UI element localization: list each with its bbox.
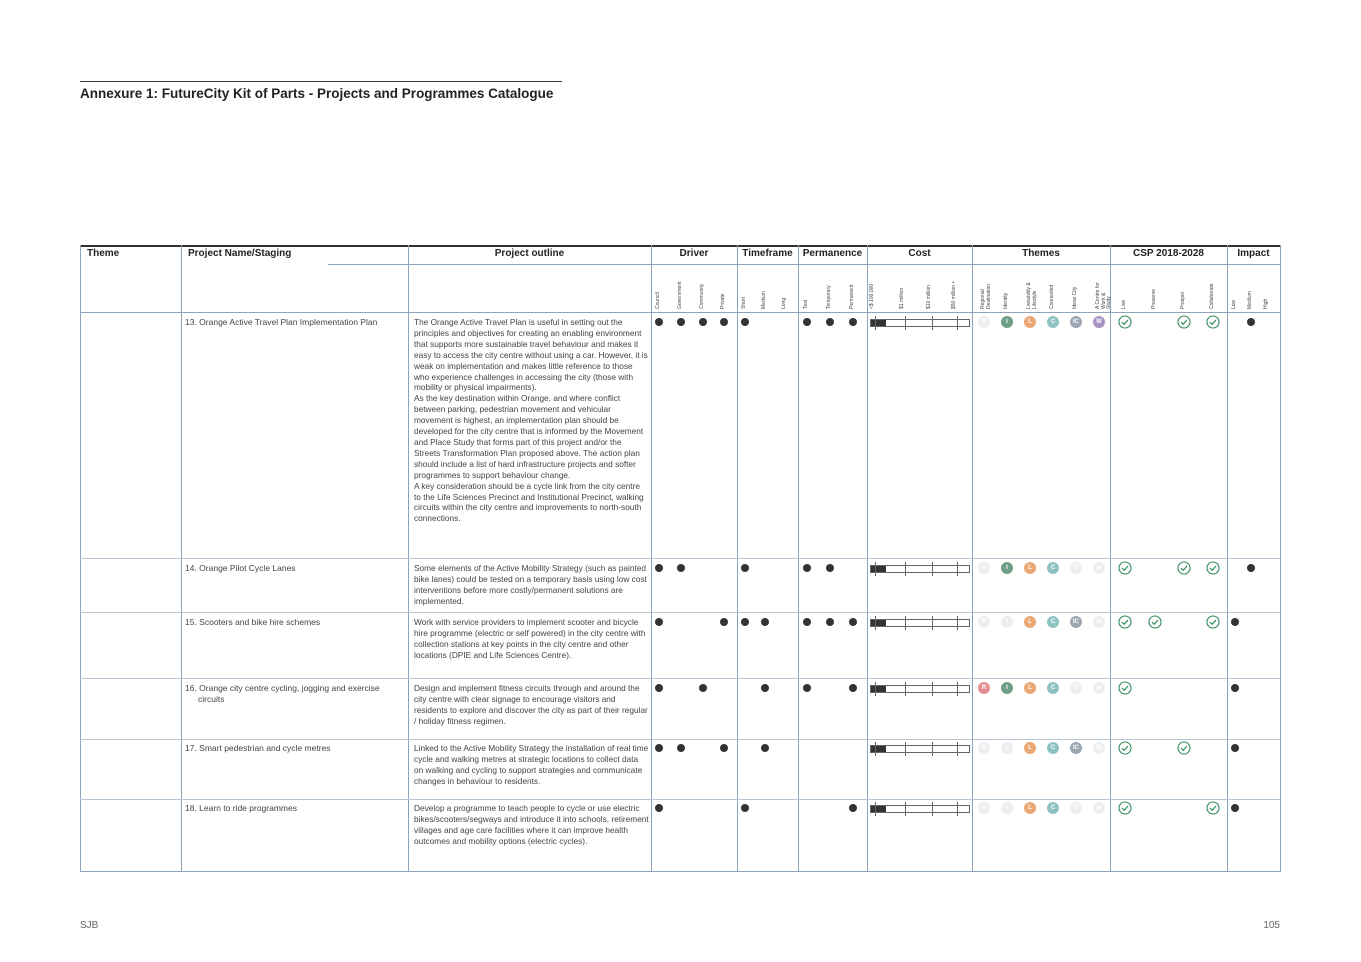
check-circle-icon [1118,741,1132,755]
theme-badge-w: W [1093,682,1105,694]
permanence-dot [849,684,857,692]
project-name [185,563,400,574]
permanence-dot [826,564,834,572]
project-name [185,617,400,628]
cost-tick [932,742,933,756]
theme-badge-w: W [1093,742,1105,754]
theme-badge-i: I [1001,802,1013,814]
cost-tick [932,562,933,576]
driver-dot [655,804,663,812]
check-circle-icon [1177,741,1191,755]
project-name-text: 16. Orange city centre cycling, jogging and exercise [185,683,380,693]
check-circle-icon [1148,615,1162,629]
permanence-dot [826,318,834,326]
project-outline: Linked to the Active Mobility Strategy the installation of real time cycle and walking metres at strategic locations to collect data on walking and cycling to support strategies and communicate changes in behaviour to residents. [414,743,649,786]
timeframe-dot [741,618,749,626]
sub-label-cost: <$ 100,000 [869,283,875,309]
driver-dot [720,744,728,752]
project-name-text: 13. Orange Active Travel Plan Implementation Plan [185,317,378,327]
check-circle-icon [1206,615,1220,629]
sub-label-timeframe: Short [741,297,747,309]
sub-label-cost: $1 million [899,287,905,309]
timeframe-dot [761,684,769,692]
catalogue-table [80,245,1280,872]
impact-dot [1231,804,1239,812]
theme-badge-l: L [1024,802,1036,814]
sub-label-impact: High [1263,298,1269,309]
check-circle-icon [1118,315,1132,329]
cost-bar [870,565,970,573]
driver-dot [655,618,663,626]
cost-tick [957,802,958,816]
check-circle-icon [1206,801,1220,815]
sub-label-themes: Connected [1049,284,1055,309]
check-circle-icon [1118,681,1132,695]
cost-bar-fill [871,806,886,812]
header-timeframe: Timeframe [742,248,793,259]
cost-tick [957,562,958,576]
impact-dot [1247,564,1255,572]
sub-label-themes: Regional Destination [980,283,992,309]
theme-badge-i: I [1001,742,1013,754]
cost-bar-fill [871,746,886,752]
check-circle-icon [1118,561,1132,575]
header-permanence: Permanence [802,248,863,259]
sub-label-themes: Liveability & Lifestyle [1026,282,1038,309]
theme-badge-l: L [1024,316,1036,328]
project-outline: Work with service providers to implement scooter and bicycle hire programme (electric or self powered) in the city centre with collection stations at key points in the city centre and other locations (DPIE and Life Sciences Centre). [414,617,646,660]
check-circle-icon [1206,315,1220,329]
header-theme: Theme [87,248,120,259]
impact-dot [1231,684,1239,692]
sub-label-timeframe: Long [781,297,787,309]
cost-bar-fill [871,566,886,572]
page-title: Annexure 1: FutureCity Kit of Parts - Projects and Programmes Catalogue [80,86,554,101]
theme-badge-r: R [978,616,990,628]
theme-badge-ic: IC [1070,562,1082,574]
theme-badge-i: I [1001,562,1013,574]
page-number: 105 [1263,920,1280,931]
permanence-dot [849,618,857,626]
sub-label-cost: $10 million [926,285,932,309]
sub-label-csp: Prosper [1180,291,1186,309]
theme-badge-w: W [1093,802,1105,814]
theme-badge-c: C [1047,802,1059,814]
cost-tick [932,616,933,630]
theme-badge-ic: IC [1070,616,1082,628]
sub-label-permanence: Test [803,299,809,309]
driver-dot [655,744,663,752]
theme-badge-c: C [1047,682,1059,694]
project-name [185,683,400,705]
cost-tick [875,742,876,756]
permanence-dot [803,684,811,692]
cost-tick [905,682,906,696]
check-circle-icon [1118,615,1132,629]
cost-tick [957,742,958,756]
cost-bar-fill [871,686,886,692]
cost-tick [957,616,958,630]
cost-bar [870,619,970,627]
theme-badge-r: R [978,802,990,814]
cost-tick [905,742,906,756]
theme-badge-l: L [1024,562,1036,574]
driver-dot [720,318,728,326]
sub-label-csp: Preserve [1151,288,1157,309]
sub-label-themes: Ideas City [1072,286,1078,309]
driver-dot [699,684,707,692]
timeframe-dot [741,804,749,812]
permanence-dot [826,618,834,626]
driver-dot [699,318,707,326]
sub-label-cost: $50 million + [951,280,957,309]
timeframe-dot [741,318,749,326]
project-name [185,317,400,328]
sub-label-csp: Live [1121,299,1127,309]
driver-dot [720,618,728,626]
sub-label-driver: Government [677,281,683,309]
theme-badge-l: L [1024,616,1036,628]
cost-tick [875,316,876,330]
theme-badge-ic: IC [1070,802,1082,814]
permanence-dot [803,618,811,626]
timeframe-dot [761,744,769,752]
sub-label-impact: Medium [1247,291,1253,309]
driver-dot [677,744,685,752]
cost-bar [870,805,970,813]
sub-label-timeframe: Medium [761,291,767,309]
theme-badge-r: R [978,316,990,328]
project-outline: Some elements of the Active Mobility Strategy (such as painted bike lanes) could be tested on a temporary basis using low cost interventions before more costly/permanent solutions are implemented. [414,563,647,606]
cost-bar [870,685,970,693]
cost-bar-fill [871,620,886,626]
timeframe-dot [741,564,749,572]
driver-dot [655,318,663,326]
project-name [185,743,400,754]
project-name [185,803,400,814]
header-cost: Cost [908,248,931,259]
cost-tick [905,562,906,576]
sub-label-impact: Low [1231,299,1237,309]
cost-bar [870,319,970,327]
permanence-dot [849,804,857,812]
project-name-text: 14. Orange Pilot Cycle Lanes [185,563,296,573]
header-impact: Impact [1237,248,1270,259]
header-project: Project Name/Staging [188,248,292,259]
permanence-dot [803,318,811,326]
check-circle-icon [1177,561,1191,575]
theme-badge-i: I [1001,316,1013,328]
title-rule [80,81,562,82]
cost-tick [905,316,906,330]
theme-badge-ic: IC [1070,742,1082,754]
sub-label-driver: Private [720,293,726,309]
sub-label-themes: Identity [1003,292,1009,309]
sub-label-permanence: Temporary [826,285,832,309]
theme-badge-r: R [978,562,990,574]
theme-badge-i: I [1001,682,1013,694]
cost-tick [875,562,876,576]
check-circle-icon [1206,561,1220,575]
header-driver: Driver [679,248,709,259]
sub-label-csp: Collaborate [1209,283,1215,309]
permanence-dot [803,564,811,572]
impact-dot [1231,744,1239,752]
driver-dot [677,564,685,572]
cost-tick [957,682,958,696]
cost-tick [905,616,906,630]
project-outline: Design and implement fitness circuits through and around the city centre with clear signage to encourage visitors and residents to explore and discover the city as part of their regular / holiday fitness regimen. [414,683,648,726]
project-name-text: 15. Scooters and bike hire schemes [185,617,321,627]
cost-tick [932,802,933,816]
cost-tick [932,682,933,696]
sub-label-themes: A Centre for Work & Study [1095,282,1112,309]
cost-tick [875,616,876,630]
project-outline: Develop a programme to teach people to cycle or use electric bikes/scooters/segways and introduce it into schools, retirement villages and age care facilities where it can improve health outcomes and mobility options (electric cycles). [414,803,649,846]
project-outline: The Orange Active Travel Plan is useful in setting out the principles and objectives for creating an enabling environment that supports more sustainable travel behaviour and makes it easy to access the city centre without using a car. However, it is weak on implementation and makes little reference to those who experience challenges in accessing the city (those with mobility or physical impairments). As the key destination within Orange, and where conflict between parking, pedestrian movement and vehicular movement is highest, an implementation plan should be developed for the city centre that is informed by the Movement and Place Study that forms part of this project and/or the Streets Transformation Plan proposed above. The action plan should include a list of hard infrastructure projects and softer programmes to support behaviour change. A key consideration should be a cycle link from the city centre to the Life Sciences Precinct and Institutional Precinct, walking circuits within the city centre and improvements to north-south connections. [414,317,648,524]
permanence-dot [849,318,857,326]
sub-label-driver: Council [655,292,661,309]
project-name-cont: circuits [198,694,225,704]
cost-bar-fill [871,320,886,326]
header-themes: Themes [1022,248,1060,259]
check-circle-icon [1118,801,1132,815]
footer-left: SJB [80,920,99,931]
sub-label-driver: Community [699,283,705,309]
theme-badge-w: W [1093,562,1105,574]
theme-badge-c: C [1047,616,1059,628]
theme-badge-ic: IC [1070,316,1082,328]
cost-tick [932,316,933,330]
theme-badge-c: C [1047,562,1059,574]
timeframe-dot [761,618,769,626]
table-top-rule [80,245,1280,247]
theme-badge-c: C [1047,316,1059,328]
theme-badge-w: W [1093,316,1105,328]
theme-badge-r: R [978,742,990,754]
header-csp: CSP 2018-2028 [1133,248,1204,259]
cost-bar [870,745,970,753]
sub-label-permanence: Permanent [849,284,855,309]
check-circle-icon [1177,315,1191,329]
impact-dot [1247,318,1255,326]
theme-badge-w: W [1093,616,1105,628]
cost-tick [957,316,958,330]
project-name-text: 18. Learn to ride programmes [185,803,297,813]
theme-badge-l: L [1024,682,1036,694]
theme-badge-ic: IC [1070,682,1082,694]
impact-dot [1231,618,1239,626]
driver-dot [655,684,663,692]
theme-badge-r: R [978,682,990,694]
theme-badge-l: L [1024,742,1036,754]
cost-tick [905,802,906,816]
theme-badge-i: I [1001,616,1013,628]
driver-dot [655,564,663,572]
cost-tick [875,682,876,696]
header-outline: Project outline [494,248,565,259]
theme-badge-c: C [1047,742,1059,754]
project-name-text: 17. Smart pedestrian and cycle metres [185,743,331,753]
cost-tick [875,802,876,816]
driver-dot [677,318,685,326]
